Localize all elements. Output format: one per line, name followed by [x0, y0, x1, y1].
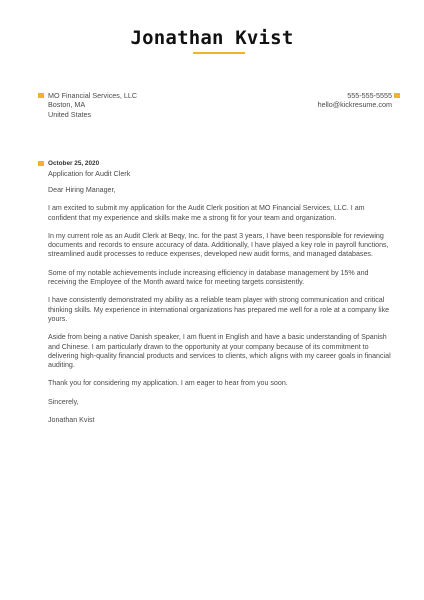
letter-closing: Sincerely, [48, 397, 79, 406]
sender-country: United States [48, 109, 92, 119]
letter-date: October 25, 2020 [48, 160, 100, 167]
letter-paragraph-2: In my current role as an Audit Clerk at Beqy, Inc. for the past 3 years, I have been responsible for reviewing documents and records to ensure accuracy of data. Additionally, I have played a key role in payroll functions, streamlined audit processes to reduce expenses, developed new audit forms, and managed databases. [48, 231, 389, 259]
applicant-name: Jonathan Kvist [130, 27, 294, 49]
letter-paragraph-6: Thank you for considering my application. I am eager to hear from you soon. [48, 379, 288, 388]
sender-marker [38, 93, 44, 98]
letter-body [48, 186, 394, 434]
sender-city: Boston, MA [48, 100, 86, 110]
contact-marker [394, 93, 400, 98]
letter-paragraph-1: I am excited to submit my application for the Audit Clerk position at MO Financial Services, LLC. I am confident that my experience and skills make me a strong fit for your team and organization. [48, 204, 365, 222]
name-underline [193, 52, 245, 54]
contact-info [318, 91, 392, 110]
contact-phone: 555-555-5555 [347, 91, 392, 100]
contact-email: hello@kickresume.com [317, 100, 392, 110]
letter-signature: Jonathan Kvist [48, 416, 95, 425]
letter-greeting: Dear Hiring Manager, [48, 186, 116, 194]
letter-paragraph-4: I have consistently demonstrated my ability as a reliable team player with strong communication and critical thinking skills. My experience in international organizations has prepared me well for a role at a company like yours. [48, 296, 390, 323]
sender-address [48, 91, 137, 119]
letter-paragraph-5: Aside from being a native Danish speaker, I am fluent in English and have a basic understanding of Spanish and Chinese. I am particularly drawn to the opportunity at your company because of its commitment to delivering high-quality financial products and services to clients, which aligns with my career goals in financial auditing. [48, 333, 391, 370]
letter-subject: Application for Audit Clerk [48, 169, 131, 178]
letter-paragraph-3: Some of my notable achievements include increasing efficiency in database management by 15% and receiving the Employee of the Month award twice for meeting targets consistently. [48, 268, 369, 287]
sender-company: MO Financial Services, LLC [48, 91, 138, 100]
date-marker [38, 161, 44, 166]
